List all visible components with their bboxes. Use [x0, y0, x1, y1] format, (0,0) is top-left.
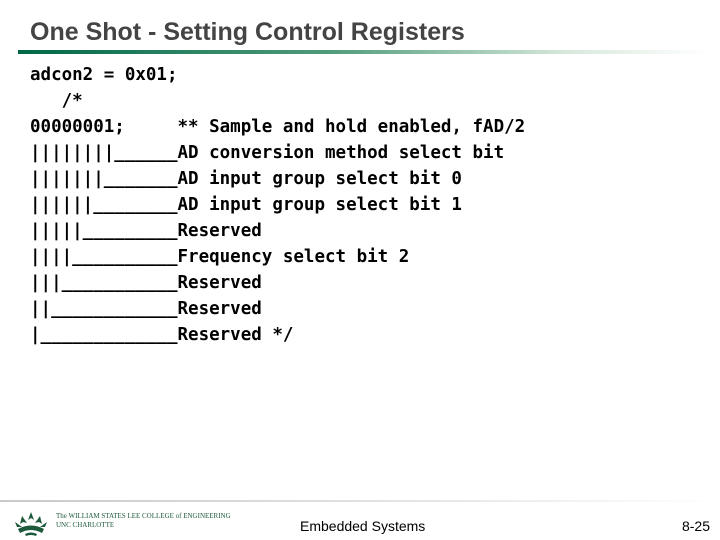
code-line: /* — [30, 91, 83, 111]
footer-divider — [0, 500, 720, 502]
code-line: |||___________Reserved — [30, 273, 262, 293]
code-line: adcon2 = 0x01; — [30, 65, 178, 85]
college-logo — [12, 508, 242, 538]
code-line: |_____________Reserved */ — [30, 325, 294, 345]
code-line: ||||__________Frequency select bit 2 — [30, 247, 410, 267]
code-line: 00000001; ** Sample and hold enabled, fAD/2 — [30, 117, 526, 137]
code-block — [30, 62, 525, 348]
logo-text — [56, 512, 231, 530]
code-line: |||||||_______AD input group select bit 0 — [30, 169, 462, 189]
logo-university-name: UNC CHARLOTTE — [56, 521, 115, 529]
slide-title: One Shot - Setting Control Registers — [30, 18, 465, 46]
code-line: ||||||________AD input group select bit 1 — [30, 195, 462, 215]
logo-college-name: The WILLIAM STATES LEE COLLEGE of ENGINEERING — [56, 512, 231, 520]
code-line: |||||_________Reserved — [30, 221, 262, 241]
footer-course-name: Embedded Systems — [300, 518, 426, 534]
code-line: ||||||||______AD conversion method select bit — [30, 143, 505, 163]
title-underline — [18, 50, 708, 54]
unc-charlotte-crown-icon — [12, 508, 50, 538]
page-number: 8-25 — [681, 518, 710, 534]
code-line: ||____________Reserved — [30, 299, 262, 319]
